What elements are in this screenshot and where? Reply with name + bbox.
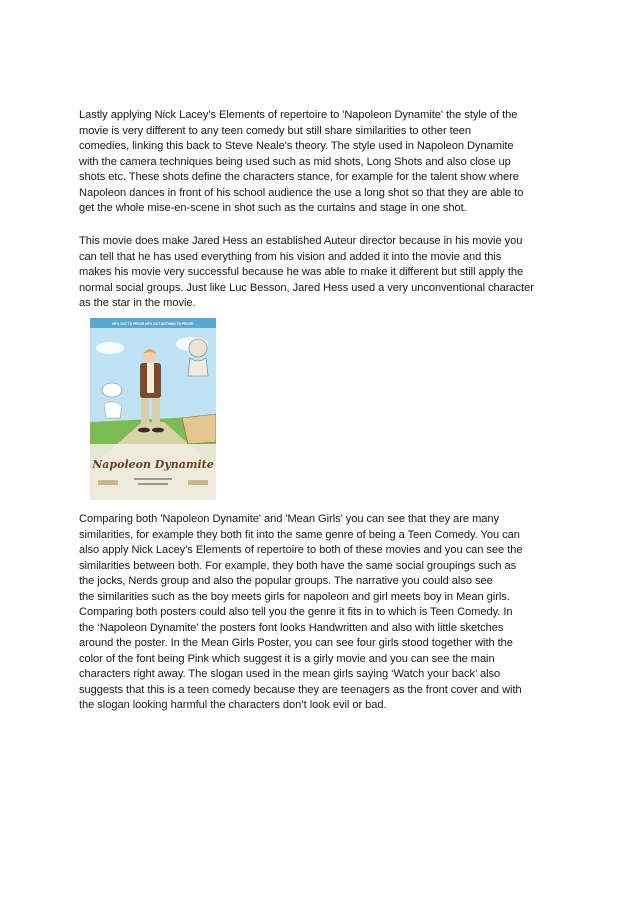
text-line: comedies, linking this back to Steve Neale's theory. The style used in Napoleon Dynamite	[79, 140, 514, 152]
text-line: the jocks, Nerds group and also the popular groups. The narrative you could also see	[79, 575, 493, 587]
text-line: This movie does make Jared Hess an established Auteur director because in his movie you	[79, 235, 523, 247]
poster-title: Napoleon Dynamite	[92, 458, 214, 471]
paragraph-comparing-posters	[79, 512, 563, 714]
text-line: normal social groups. Just like Luc Besson, Jared Hess used a very unconventional character	[79, 281, 534, 294]
text-line: get the whole mise-en-scene in shot such as the curtains and stage in one shot.	[79, 202, 467, 214]
text-line: can tell that he has used everything from his vision and added it into the movie and this	[79, 250, 502, 263]
text-line: suggests that this is a teen comedy because they are teenagers as the front cover and with	[79, 683, 522, 696]
text-line: around the poster. In the Mean Girls Poster, you can see four girls stood together with the	[79, 637, 513, 649]
text-line: shots etc. These shots define the characters stance, for example for the talent show where	[79, 171, 519, 183]
text-line: similarities between both. For example, they both have the same social groupings such as	[79, 559, 517, 572]
text-line: color of the font being Pink which suggest it is a girly movie and you can see the main	[79, 652, 495, 665]
paragraph-auteur-director	[79, 234, 563, 312]
text-line: also apply Nick Lacey's Elements of repertoire to both of these movies and you can see the	[79, 544, 523, 556]
text-line: the ‘Napoleon Dynamite’ the posters font looks Handwritten and also with little sketches	[79, 621, 504, 634]
text-line: movie is very different to any teen comedy but still share similarities to other teen	[79, 124, 472, 137]
text-line: as the star in the movie.	[79, 297, 196, 309]
napoleon-dynamite-poster	[90, 318, 216, 500]
text-line: Lastly applying Nick Lacey's Elements of repertoire to 'Napoleon Dynamite' the style of the	[79, 109, 518, 121]
text-line: characters right away. The slogan used in the mean girls saying ‘Watch your back’ also	[79, 668, 501, 680]
text-line: the slogan looking harmful the characters don’t look evil or bad.	[79, 699, 387, 711]
paragraph-elements-of-repertoire	[79, 108, 563, 217]
text-line: similarities, for example they both fit into the same genre of being a Teen Comedy. You can	[79, 528, 520, 541]
text-line: makes his movie very successful because he was able to make it different but still apply the	[79, 266, 524, 278]
poster-tagline: HE'S OUT TO PROVE HE'S GOT NOTHING TO PROVE.	[112, 322, 194, 326]
text-line: Napoleon dances in front of his school audience the use a long shot so that they are able to	[79, 186, 524, 199]
text-line: Comparing both 'Napoleon Dynamite' and 'Mean Girls' you can see that they are many	[79, 513, 499, 525]
text-line: with the camera techniques being used such as mid shots, Long Shots and also close up	[79, 155, 511, 168]
text-line: the similarities such as the boy meets girls for napoleon and girl meets boy in Mean girls.	[79, 590, 510, 603]
text-line: Comparing both posters could also tell you the genre it fits in to which is Teen Comedy. In	[79, 606, 513, 618]
